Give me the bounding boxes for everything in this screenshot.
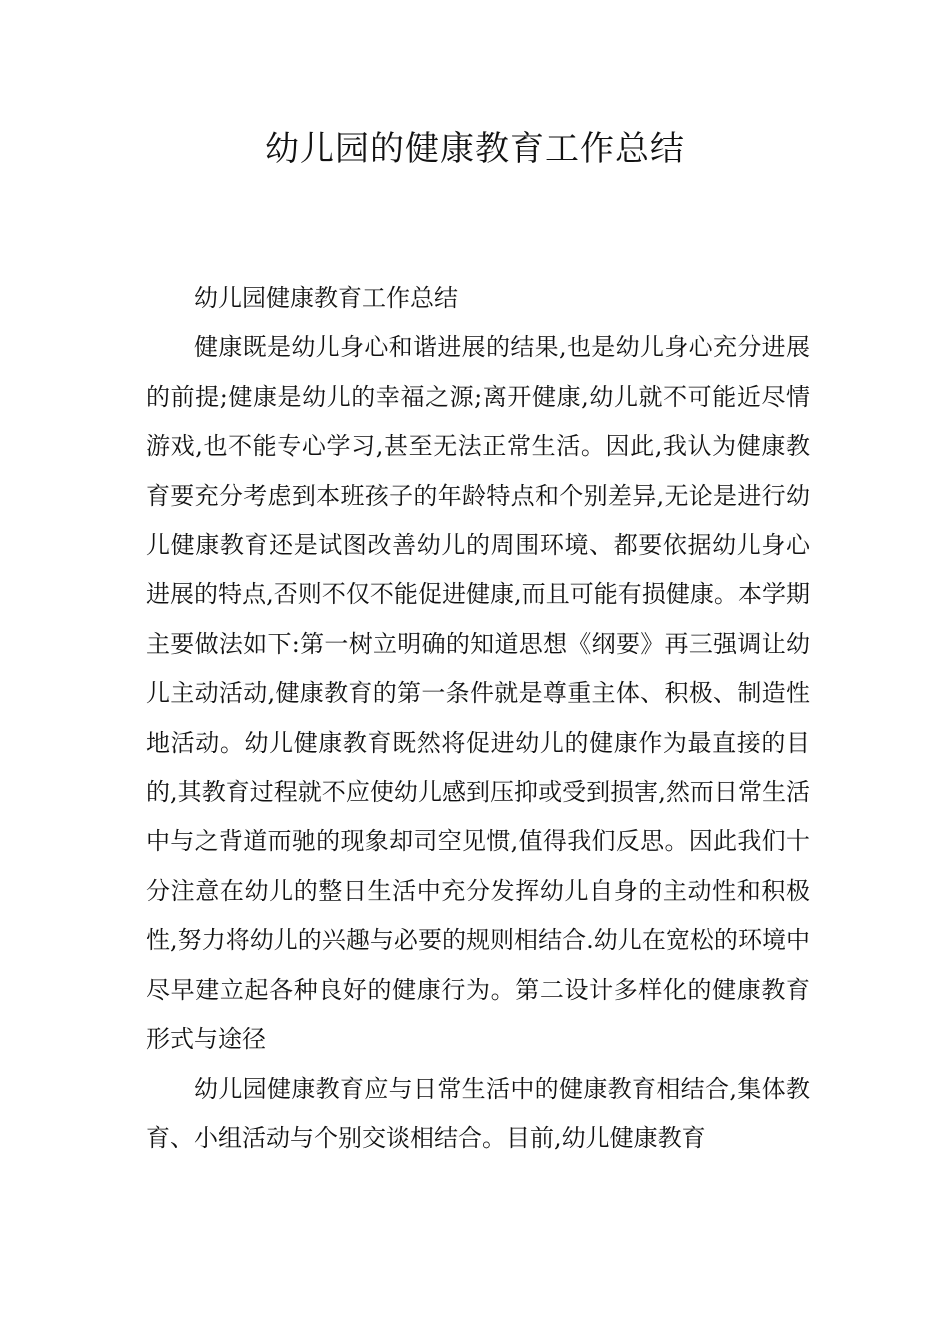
paragraph-main: 健康既是幼儿身心和谐进展的结果,也是幼儿身心充分进展的前提;健康是幼儿的幸福之源;离开健康,幼儿就不可能近尽情游戏,也不能专心学习,甚至无法正常生活。因此,我认为健康教育要充分考虑到本班孩子的年龄特点和个别差异,无论是进行幼儿健康教育还是试图改善幼儿的周围环境、都要依据幼儿身心进展的特点,否则不仅不能促进健康,而且可能有损健康。本学期主要做法如下:第一树立明确的知道思想《纲要》再三强调让幼儿主动活动,健康教育的第一条件就是尊重主体、积极、制造性地活动。幼儿健康教育既然将促进幼儿的健康作为最直接的目的,其教育过程就不应使幼儿感到压抑或受到损害,然而日常生活中与之背道而驰的现象却司空见惯,值得我们反思。因此我们十分注意在幼儿的整日生活中充分发挥幼儿自身的主动性和积极性,努力将幼儿的兴趣与必要的规则相结合.幼儿在宽松的环境中尽早建立起各种良好的健康行为。第二设计多样化的健康教育形式与途径 (146, 333, 810, 1054)
paragraph-subtitle: 幼儿园健康教育工作总结 (194, 284, 458, 312)
document-title: 幼儿园的健康教育工作总结 (265, 129, 685, 169)
paragraph-continued: 幼儿园健康教育应与日常生活中的健康教育相结合,集体教育、小组活动与个别交谈相结合。目前,幼儿健康教育 (146, 1074, 810, 1152)
document-body (146, 274, 810, 1163)
